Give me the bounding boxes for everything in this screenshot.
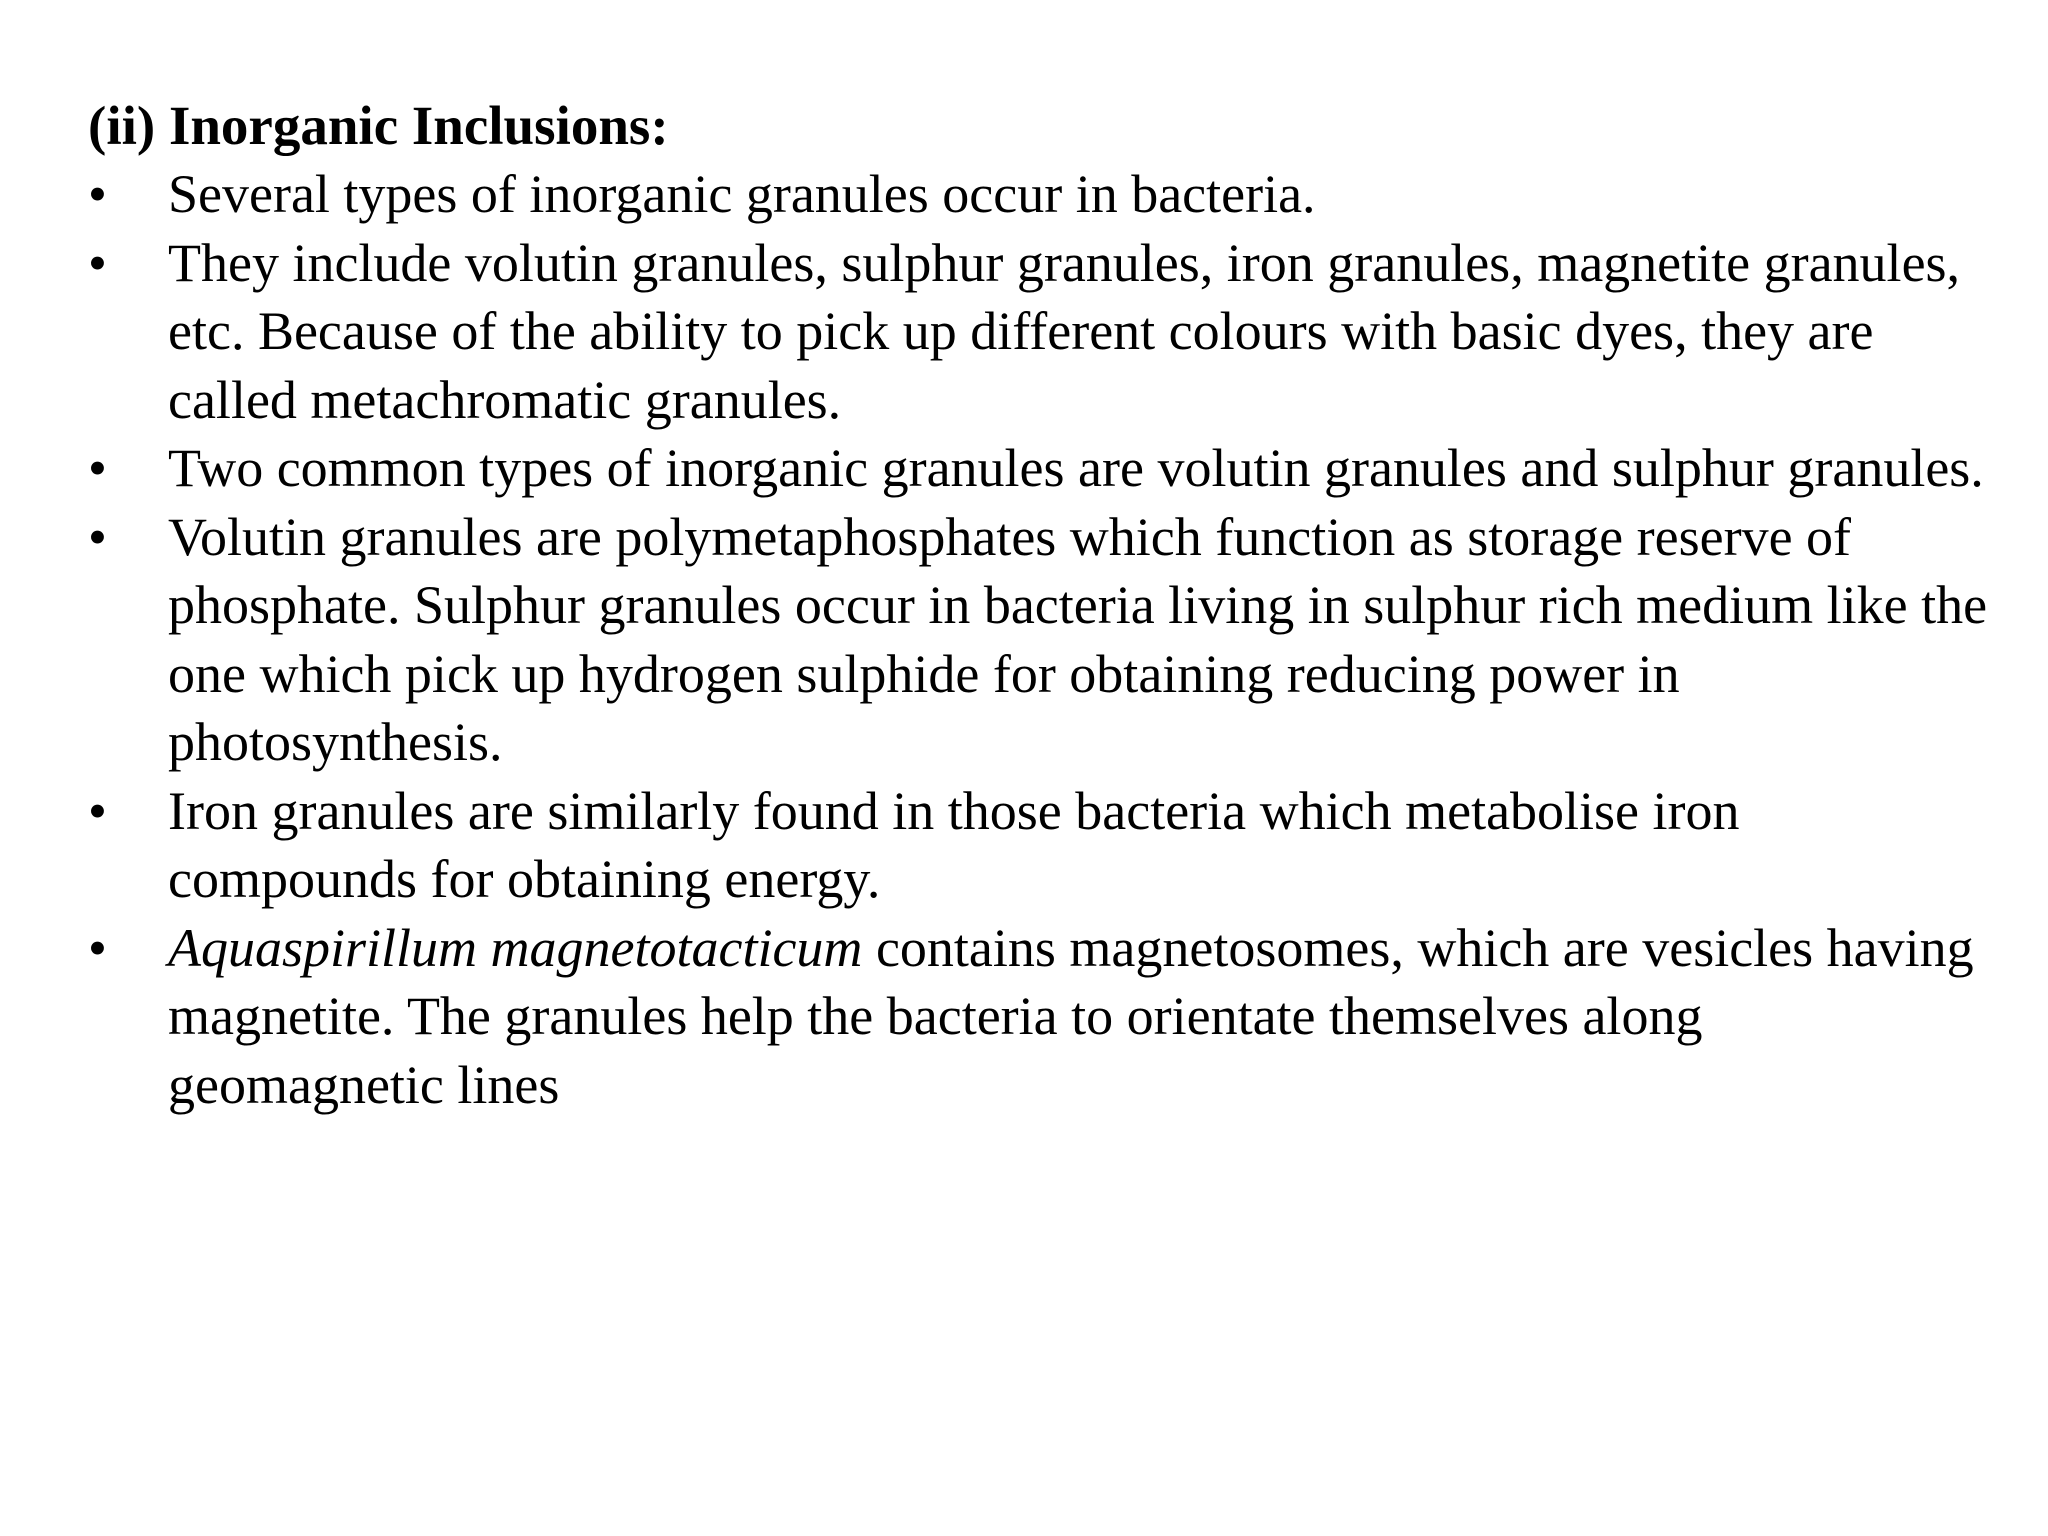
bullet-item (88, 229, 1988, 435)
slide-heading: (ii) Inorganic Inclusions: (88, 95, 669, 156)
bullet-item (88, 503, 1988, 777)
species-name: Aquaspirillum magnetotacticum (168, 917, 863, 978)
bullet-text: contains magnetosomes, which are vesicles having magnetite. The granules help the bacteria to orientate themselves along geomagnetic lines (168, 917, 1974, 1115)
bullet-marker: • (88, 917, 107, 978)
bullet-marker: • (88, 438, 107, 498)
bullet-marker: • (88, 506, 107, 567)
bullet-item (88, 914, 1988, 1120)
bullet-item (88, 160, 1988, 229)
bullet-marker: • (88, 232, 107, 293)
slide-content (88, 92, 1988, 1119)
bullet-text: Volutin granules are polymetaphosphates which function as storage reserve of phosphate. Sulphur granules occur in bacteria living in sulphur rich medium like the one which pick up hydrogen sulphide for obtaining reducing power in photosynthesis. (168, 506, 1988, 772)
bullet-text: Two common types of inorganic granules are volutin granules and sulphur granules. (168, 438, 1984, 498)
bullet-item (88, 777, 1988, 914)
bullet-list (88, 160, 1988, 1119)
bullet-marker: • (88, 164, 107, 224)
bullet-text: Iron granules are similarly found in those bacteria which metabolise iron compounds for obtaining energy. (168, 780, 1740, 909)
bullet-marker: • (88, 780, 107, 841)
bullet-text: Several types of inorganic granules occur in bacteria. (168, 164, 1316, 224)
bullet-text: They include volutin granules, sulphur granules, iron granules, magnetite granules, etc. Because of the ability to pick up different colours with basic dyes, they are called metachromatic granules. (168, 232, 1961, 430)
bullet-item (88, 434, 1988, 503)
